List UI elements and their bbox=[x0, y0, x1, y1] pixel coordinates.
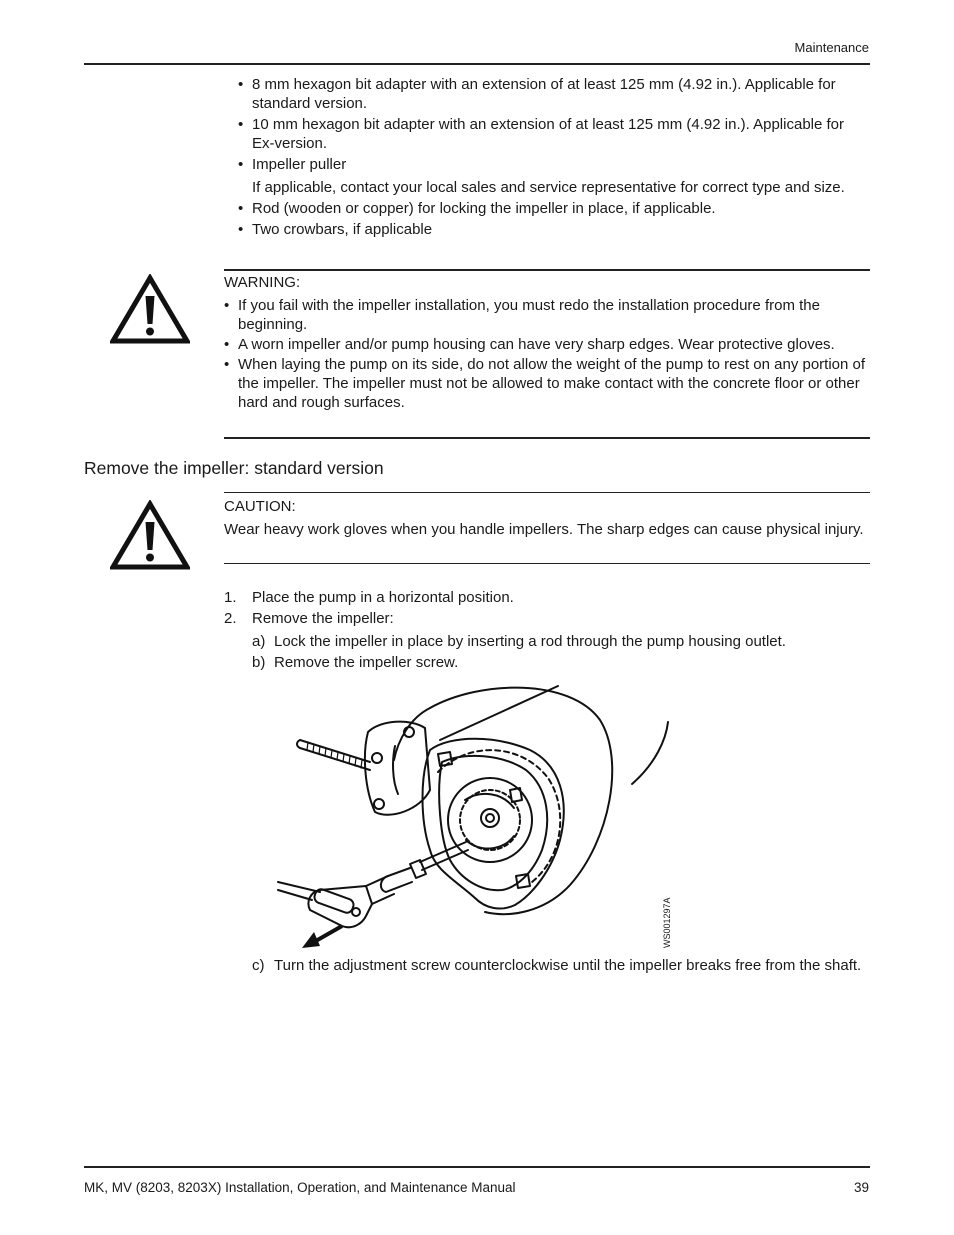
list-item bbox=[238, 199, 868, 218]
substep-letter: c) bbox=[252, 957, 265, 974]
steps-list bbox=[224, 588, 869, 630]
substep-text: Turn the adjustment screw counterclockwise until the impeller breaks free from the shaft. bbox=[274, 957, 862, 974]
running-header: Maintenance bbox=[794, 40, 869, 55]
list-item-text: Rod (wooden or copper) for locking the impeller in place, if applicable. bbox=[252, 200, 716, 217]
substep-letter: a) bbox=[252, 633, 266, 650]
footer-rule bbox=[84, 1166, 870, 1168]
substeps-list bbox=[252, 632, 869, 674]
warning-list bbox=[224, 296, 869, 413]
substep-text: Lock the impeller in place by inserting a rod through the pump housing outlet. bbox=[274, 633, 786, 650]
substeps-list-continued bbox=[252, 956, 869, 977]
step-number: 1. bbox=[224, 589, 237, 606]
warning-top-rule bbox=[224, 269, 870, 271]
step-number: 2. bbox=[224, 610, 237, 627]
list-item bbox=[252, 653, 869, 672]
list-item bbox=[238, 115, 868, 153]
page-number: 39 bbox=[853, 1180, 869, 1195]
list-item bbox=[252, 632, 869, 651]
list-item: • A worn impeller and/or pump housing can have very sharp edges. Wear protective gloves. bbox=[224, 335, 869, 354]
step-text: Place the pump in a horizontal position. bbox=[252, 589, 514, 606]
figure-code: WS001297A bbox=[662, 897, 672, 948]
list-item: • When laying the pump on its side, do not allow the weight of the pump to rest on any portion of the impeller. The impeller must not be allowed to make contact with the concrete floor or other hard and rough surfaces. bbox=[224, 355, 869, 412]
list-item bbox=[224, 609, 869, 628]
list-item-text: 10 mm hexagon bit adapter with an extension of at least 125 mm (4.92 in.). Applicable for Ex-version. bbox=[252, 116, 845, 152]
manual-title: MK, MV (8203, 8203X) Installation, Operation, and Maintenance Manual bbox=[84, 1180, 516, 1195]
tools-list bbox=[238, 75, 868, 241]
list-item-text: Two crowbars, if applicable bbox=[252, 221, 433, 238]
substep-text: Remove the impeller screw. bbox=[274, 654, 459, 671]
direction-arrow-icon bbox=[302, 926, 342, 948]
list-item-text: Impeller puller bbox=[252, 156, 347, 173]
caution-label: CAUTION: bbox=[224, 498, 296, 515]
header-rule bbox=[84, 63, 870, 65]
list-item-note: If applicable, contact your local sales and service representative for correct type and size. bbox=[252, 179, 845, 196]
section-heading: Remove the impeller: standard version bbox=[84, 458, 384, 478]
caution-text: Wear heavy work gloves when you handle impellers. The sharp edges can cause physical injury. bbox=[224, 521, 864, 538]
list-item bbox=[238, 155, 868, 197]
substep-letter: b) bbox=[252, 654, 266, 671]
warning-triangle-icon bbox=[110, 274, 190, 344]
impeller-removal-illustration bbox=[270, 680, 690, 955]
list-item: • If you fail with the impeller installation, you must redo the installation procedure from the beginning. bbox=[224, 296, 869, 334]
caution-top-rule bbox=[224, 492, 870, 493]
caution-bottom-rule bbox=[224, 563, 870, 564]
list-item bbox=[224, 588, 869, 607]
warning-label: WARNING: bbox=[224, 274, 301, 291]
list-item bbox=[238, 75, 868, 113]
step-text: Remove the impeller: bbox=[252, 610, 394, 627]
list-item bbox=[238, 220, 868, 239]
list-item bbox=[252, 956, 869, 975]
warning-triangle-icon bbox=[110, 500, 190, 570]
warning-bottom-rule bbox=[224, 437, 870, 439]
list-item-text: 8 mm hexagon bit adapter with an extension of at least 125 mm (4.92 in.). Applicable for standard version. bbox=[252, 76, 836, 112]
